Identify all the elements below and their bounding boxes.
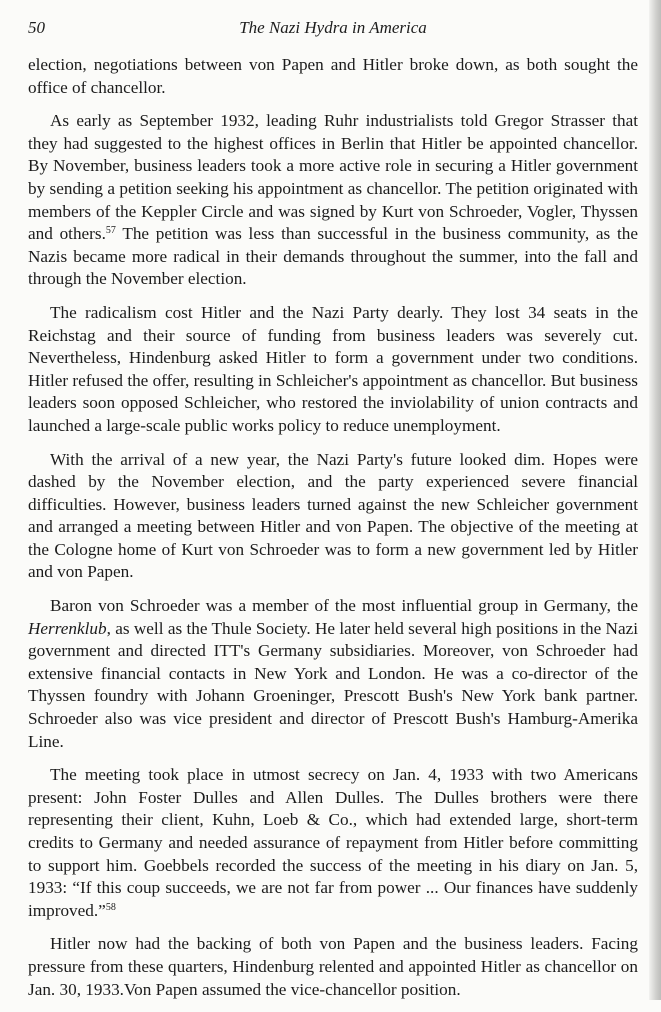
- paragraph-5: [28, 595, 638, 753]
- page-gutter-shadow: [649, 0, 661, 1000]
- paragraph-4-text: With the arrival of a new year, the Nazi Party's future looked dim. Hopes were dashed by the November election, and the party experienced severe financial difficulties. However, business leaders turned against the new Schleicher government and arranged a meeting between Hitler and von Papen. The objective of the meeting at the Cologne home of Kurt von Schroeder was to form a new government led by Hitler and von Papen.: [28, 449, 638, 582]
- footnote-ref-58[interactable]: 58: [105, 901, 116, 913]
- paragraph-1: [28, 54, 638, 99]
- page-header: [28, 18, 638, 44]
- paragraph-6-text: The meeting took place in utmost secrecy on Jan. 4, 1933 with two Americans present: John Foster Dulles and Allen Dulles. The Dulles brothers were there representing their client, Kuhn, Loeb & Co., which had extended large, short-term credits to Germany and needed assurance of repayment from Hitler before committing to support him. Goebbels recorded the success of the meeting in his diary on Jan. 5, 1933: “If this coup succeeds, we are not far from power ... Our finances have suddenly improved.”: [28, 765, 638, 920]
- paragraph-4: [28, 449, 638, 585]
- paragraph-2: [28, 110, 638, 291]
- paragraph-3: [28, 302, 638, 438]
- paragraph-3-text: The radicalism cost Hitler and the Nazi Party dearly. They lost 34 seats in the Reichstag and their source of funding from business leaders was severely cut. Nevertheless, Hindenburg asked Hitler to form a government under two conditions. Hitler refused the offer, resulting in Schleicher's appointment as chancellor. But business leaders soon opposed Schleicher, who restored the inviolability of union contracts and launched a large-scale public works policy to reduce unemployment.: [28, 302, 638, 435]
- paragraph-5-text: Baron von Schroeder was a member of the most influential group in Germany, the: [50, 596, 638, 616]
- running-head: The Nazi Hydra in America: [239, 18, 427, 37]
- paragraph-1-text: election, negotiations between von Papen and Hitler broke down, as both sought the office of chancellor.: [28, 55, 638, 97]
- emphasis-herrenklub: Herrenklub: [28, 618, 107, 638]
- book-page: [28, 18, 638, 1012]
- paragraph-5-text-cont: , as well as the Thule Society. He later held several high positions in the Nazi government and directed ITT's Germany subsidiaries. Moreover, von Schroeder had extensive financial contacts in New York and London. He was a co-director of the Thyssen foundry with Johann Groeninger, Prescott Bush's New York bank partner. Schroeder also was vice president and director of Prescott Bush's Hamburg-Amerika Line.: [28, 618, 638, 751]
- footnote-ref-57[interactable]: 57: [105, 225, 116, 237]
- page-number: 50: [28, 18, 45, 37]
- paragraph-6: [28, 764, 638, 922]
- paragraph-7: [28, 933, 638, 1001]
- paragraph-7-text: Hitler now had the backing of both von Papen and the business leaders. Facing pressure from these quarters, Hindenburg relented and appointed Hitler as chancellor on Jan. 30, 1933.Von Papen assumed the vice-chancellor position.: [28, 934, 638, 999]
- paragraph-2-text: As early as September 1932, leading Ruhr industrialists told Gregor Strasser that they had suggested to the highest offices in Berlin that Hitler be appointed chancellor. By November, business leaders took a more active role in securing a Hitler government by sending a petition seeking his appointment as chancellor. The petition originated with members of the Keppler Circle and was signed by Kurt von Schroeder, Vogler, Thyssen and others.: [28, 111, 638, 244]
- body-text: [28, 54, 638, 1001]
- paragraph-2-text-cont: The petition was less than successful in the business community, as the Nazis became more radical in their demands throughout the summer, into the fall and through the November election.: [28, 224, 638, 289]
